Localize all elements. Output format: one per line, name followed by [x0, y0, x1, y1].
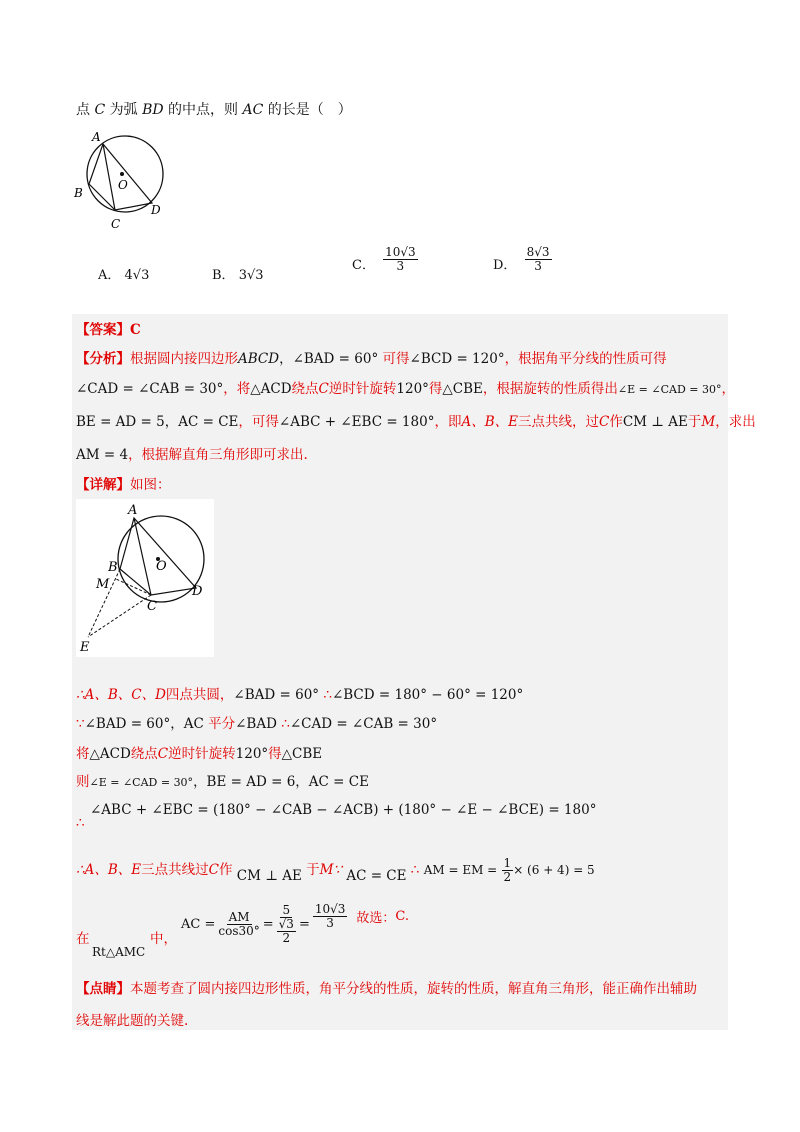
fig2-label-O: O — [156, 559, 167, 574]
step-1 — [76, 683, 523, 703]
text: ，将 — [223, 381, 251, 397]
fig1-label-O: O — [118, 178, 128, 192]
analysis-tag: 【分析】 — [76, 351, 130, 367]
text: C — [318, 381, 329, 397]
text: 绕点 — [130, 746, 158, 762]
detail-line — [76, 473, 171, 493]
text: 平分 — [208, 716, 236, 732]
math: × (6 + 4) = 5 — [513, 863, 595, 878]
text: ，可得 — [238, 414, 279, 430]
analysis-line-4 — [76, 443, 308, 463]
option-c[interactable] — [352, 246, 418, 273]
text: ，求出 — [715, 414, 756, 430]
math: ∠E = ∠CAD = 30° — [617, 383, 722, 396]
math: ∠ABC + ∠EBC = 180° — [278, 414, 435, 430]
text: 绕点 — [291, 381, 319, 397]
text: 在 — [76, 931, 90, 947]
option-numerator: 10√3 — [385, 245, 416, 259]
fig1-label-A: A — [92, 130, 101, 144]
math: ，AC = CE — [164, 414, 239, 430]
option-value: 4√3 — [124, 268, 150, 283]
stem-text: 的长是（ ） — [267, 102, 352, 118]
step-7-formula — [181, 904, 409, 946]
step-7-prefix — [76, 927, 90, 947]
fig2-label-M: M — [96, 577, 110, 592]
text: ∴ — [281, 716, 290, 732]
math: = — [262, 917, 274, 933]
text: 作 — [218, 862, 233, 879]
fig1-label-C: C — [111, 217, 121, 231]
option-letter: A． — [98, 268, 121, 283]
math: ∠BCD = 180° − 60° = 120° — [331, 687, 524, 703]
math: △CBE — [281, 746, 323, 762]
fraction-denominator: 2 — [503, 870, 512, 885]
text: 四点共圆， — [165, 687, 234, 703]
text: 得 — [268, 746, 282, 762]
option-numerator: 8√3 — [526, 245, 550, 259]
text: C — [598, 414, 610, 430]
text: C — [208, 862, 219, 879]
math: AC = CE — [346, 868, 407, 885]
step-2 — [76, 712, 437, 732]
option-d[interactable] — [493, 246, 552, 273]
math: ，AC — [170, 716, 204, 732]
step-5 — [90, 802, 596, 818]
text: 则 — [76, 774, 90, 790]
text: ∴A、B、E — [76, 862, 142, 879]
stem-segment: AC — [242, 102, 264, 118]
text: ∴ — [410, 862, 420, 879]
text: ∴ — [323, 687, 332, 703]
text: 本题考查了圆内接四边形性质，角平分线的性质，旋转的性质，解直角三角形，能正确作出辅助 — [130, 981, 697, 997]
fraction-numerator: 5 — [282, 903, 291, 917]
fraction-denominator: 3 — [326, 916, 334, 931]
circle-figure-2 — [76, 499, 214, 657]
fraction-inner-denominator: 2 — [282, 931, 291, 946]
fig2-label-E: E — [80, 640, 90, 655]
fraction-numerator: 10√3 — [314, 902, 346, 917]
fig1-label-D: D — [151, 203, 161, 217]
math: ∠CAD = ∠CAB = 30° — [289, 716, 438, 732]
text: ，根据旋转的性质得出 — [482, 381, 618, 397]
math: ∠ABC + ∠EBC = (180° − ∠CAB − ∠ACB) + (180° − ∠E − ∠BCE) = 180° — [90, 802, 597, 818]
math: ，BE = AD = 6 — [193, 774, 296, 790]
step-7-in — [150, 927, 177, 947]
question-stem — [76, 99, 352, 119]
fig2-label-A: A — [128, 503, 138, 518]
math: ，∠BAD = 60° — [279, 351, 379, 367]
math: ∠E = ∠CAD = 30° — [89, 776, 194, 789]
math: 120° — [235, 746, 269, 762]
answer-line — [76, 318, 141, 338]
option-b[interactable] — [212, 264, 264, 283]
math: BE = AD = 5 — [76, 414, 165, 430]
text: 根据圆内接四边形 — [130, 351, 238, 367]
text: C. — [395, 909, 410, 925]
text: 如图： — [130, 477, 171, 493]
math: AM = 4 — [76, 447, 129, 463]
math: CM ⊥ AE — [622, 414, 688, 430]
text: 故选： — [356, 911, 396, 927]
text: ∵ — [76, 716, 85, 732]
text: 三点共线，过 — [517, 414, 599, 430]
math: ABCD — [238, 351, 280, 367]
stem-text: 点 — [76, 102, 90, 118]
fraction-inner-numerator: √3 — [278, 917, 294, 932]
math: ∠CAD = ∠CAB = 30° — [76, 381, 224, 397]
math: AC = — [181, 917, 216, 933]
step-4 — [76, 770, 369, 790]
math: ∠BAD — [235, 716, 277, 732]
math: CM ⊥ AE — [236, 868, 302, 885]
step-6 — [76, 857, 595, 884]
stem-text: 为弧 — [109, 102, 138, 118]
analysis-line-1 — [76, 347, 667, 367]
text: 于 — [306, 862, 320, 879]
analysis-line-2 — [76, 377, 735, 397]
option-letter: D． — [493, 258, 517, 274]
fig2-label-D: D — [192, 584, 203, 599]
math: 120° — [396, 381, 429, 397]
comment-tag: 【点睛】 — [76, 981, 130, 997]
text: 逆时针旋转 — [168, 746, 236, 762]
text: ，即 — [434, 414, 462, 430]
option-letter: C． — [352, 258, 375, 274]
math: Rt△AMC — [92, 945, 146, 959]
answer-tag: 【答案】 — [76, 322, 130, 338]
text: 作 — [609, 414, 623, 430]
math: AM = EM = — [423, 863, 498, 878]
math: △ACD — [250, 381, 292, 397]
math: ∠BAD = 60° — [84, 716, 171, 732]
step-5-therefore — [76, 815, 85, 831]
option-denominator: 3 — [534, 259, 542, 274]
step-7-triangle — [92, 945, 145, 959]
fig2-label-B: B — [108, 560, 118, 575]
answer-value: C — [130, 322, 141, 338]
fraction-denominator: cos30° — [218, 924, 260, 939]
fig1-label-B: B — [74, 186, 83, 200]
fig2-label-C: C — [147, 599, 157, 614]
fraction-numerator: AM — [228, 910, 250, 925]
option-a[interactable] — [98, 264, 149, 283]
comment-line-1 — [76, 977, 697, 997]
circle-figure-1 — [70, 128, 170, 234]
math: ∠BCD = 120° — [409, 351, 505, 367]
stem-point: C — [94, 102, 106, 118]
detail-tag: 【详解】 — [76, 477, 130, 493]
analysis-line-3 — [76, 410, 756, 430]
text: ， — [721, 381, 735, 397]
text: M∵ — [319, 862, 343, 879]
text: 得 — [428, 381, 443, 397]
fraction-numerator: 1 — [503, 856, 512, 870]
stem-arc: BD — [142, 102, 164, 118]
comment-line-2 — [76, 1009, 188, 1029]
text: 线是解此题的关键. — [76, 1013, 189, 1029]
option-denominator: 3 — [396, 259, 405, 274]
text: ，根据解直角三角形即可求出. — [128, 447, 308, 463]
option-letter: B． — [212, 268, 235, 283]
text: ∴ — [76, 815, 85, 831]
math: ，AC = CE — [295, 774, 369, 790]
text: ，根据角平分线的性质可得 — [504, 351, 667, 367]
text: 可得 — [382, 351, 410, 367]
math: △ACD — [89, 746, 131, 762]
math: = — [298, 917, 310, 933]
text: 中， — [150, 931, 177, 947]
text: 将 — [76, 746, 90, 762]
math: ∠BAD = 60° — [233, 687, 320, 703]
text: C — [157, 746, 169, 762]
option-value: 3√3 — [238, 268, 264, 283]
text: ∴A、B、C、D — [76, 687, 166, 703]
text: 三点共线过 — [141, 862, 209, 879]
step-3 — [76, 742, 322, 762]
math: △CBE — [442, 381, 483, 397]
text: A、B、E — [461, 414, 518, 430]
stem-text: 的中点，则 — [168, 102, 239, 118]
text: M — [701, 414, 716, 430]
text: 逆时针旋转 — [328, 381, 397, 397]
text: 于 — [687, 414, 702, 430]
